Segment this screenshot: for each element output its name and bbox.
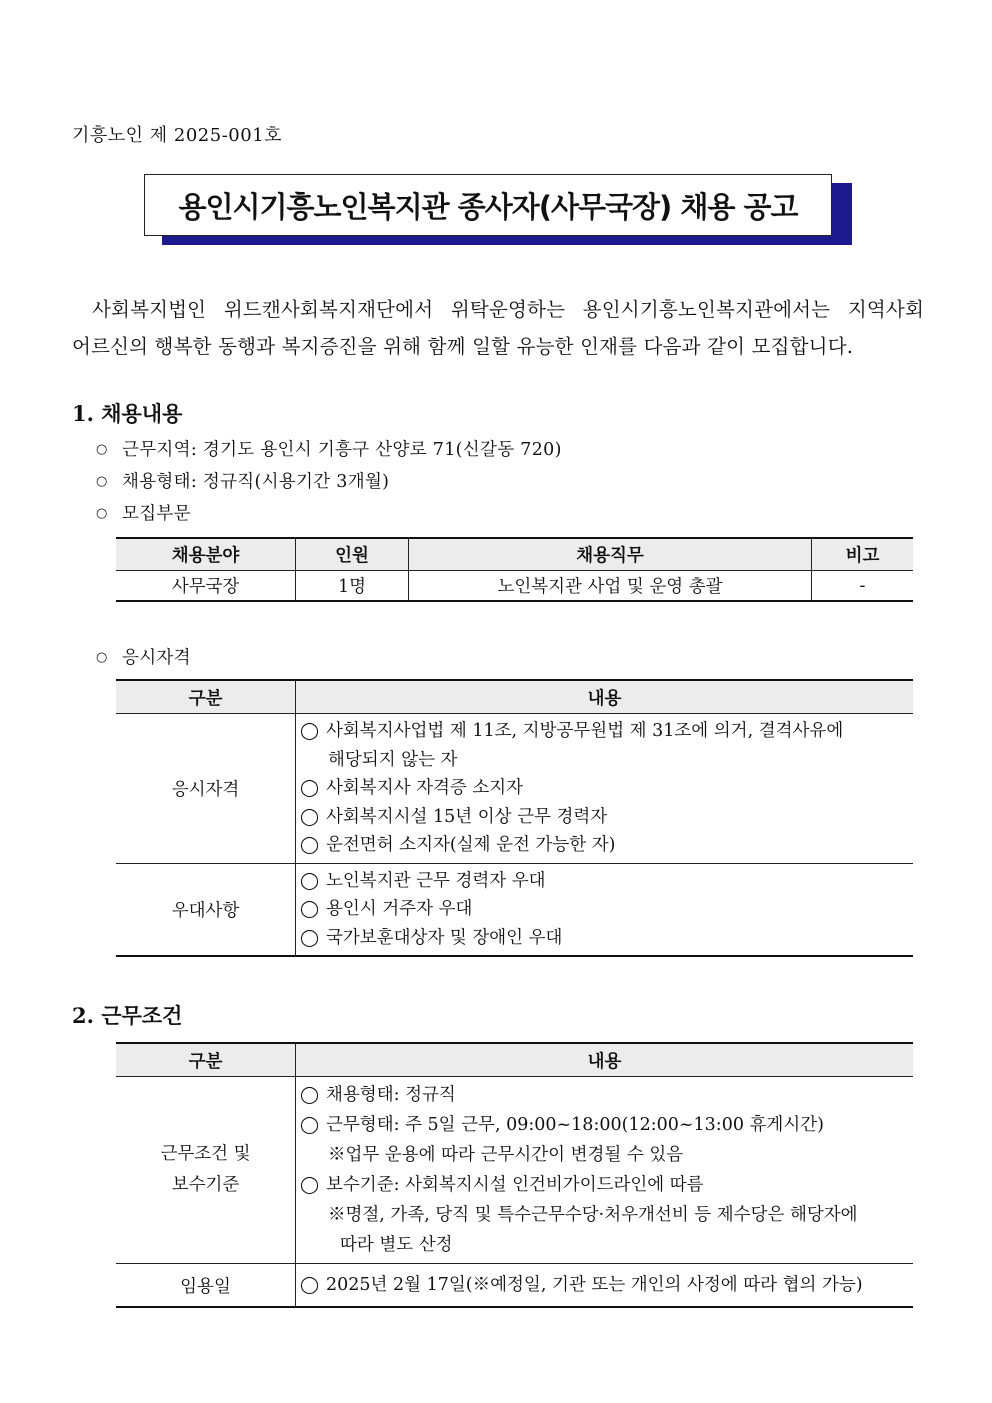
bullet-text: 근무지역: 경기도 용인시 기흥구 산양로 71(신갈동 720) — [122, 440, 562, 460]
item-text: 2025년 2월 17일(※예정일, 기관 또는 개인의 사정에 따라 협의 가능) — [326, 1274, 863, 1295]
bullet-text: 응시자격 — [122, 648, 191, 668]
header-note: 비고 — [812, 538, 914, 571]
list-item — [300, 717, 913, 746]
circle-bullet-icon: ◯ — [300, 927, 320, 948]
bullet-qualification — [96, 644, 191, 669]
section-1-title: 1. 채용내용 — [72, 401, 183, 426]
circle-bullet-icon: ◯ — [300, 806, 320, 827]
category-line: 보수기준 — [171, 1175, 240, 1195]
table-row — [116, 1264, 913, 1308]
circle-bullet-icon: ◯ — [300, 835, 320, 855]
table-row — [116, 1077, 913, 1264]
header-category: 구분 — [116, 680, 296, 714]
item-text: 운전면허 소지자(실제 운전 가능한 자) — [326, 835, 616, 855]
list-item — [300, 924, 913, 953]
item-text: 근무형태: 주 5일 근무, 09:00~18:00(12:00~13:00 휴게시간) — [326, 1115, 824, 1135]
cell-content — [296, 863, 914, 956]
bullet-recruit-division — [96, 500, 191, 525]
list-item-continuation: 따라 별도 산정 — [340, 1235, 453, 1255]
item-text: 채용형태: 정규직 — [326, 1085, 456, 1105]
list-item-note: ※명절, 가족, 당직 및 특수근무수당·처우개선비 등 제수당은 해당자에 — [328, 1205, 858, 1225]
circle-bullet-icon: ◯ — [300, 899, 320, 919]
recruit-table — [116, 537, 913, 602]
table-header-row — [116, 538, 913, 571]
table-header-row — [116, 680, 913, 714]
list-item — [300, 1080, 913, 1110]
bullet-mark: ○ — [96, 650, 108, 665]
category-line: 근무조건 및 — [160, 1144, 251, 1164]
cell-content — [296, 714, 914, 864]
page-title: 용인시기흥노인복지관 종사자(사무국장) 채용 공고 — [144, 174, 832, 236]
list-item — [300, 1271, 913, 1300]
item-text: 용인시 거주자 우대 — [326, 899, 473, 919]
cell-category: 우대사항 — [116, 863, 296, 956]
bullet-work-location — [96, 436, 562, 461]
intro-line-2: 어르신의 행복한 동행과 복지증진을 위해 함께 일할 유능한 인재를 다음과 같이 모집합니다. — [72, 335, 854, 358]
cell-note: - — [812, 571, 914, 602]
bullet-text: 채용형태: 정규직(시용기간 3개월) — [122, 472, 390, 492]
item-text: 사회복지시설 15년 이상 근무 경력자 — [326, 806, 608, 827]
header-content: 내용 — [296, 1043, 914, 1077]
bullet-mark: ○ — [96, 474, 108, 489]
item-text: 사회복지사 자격증 소지자 — [326, 778, 524, 798]
cell-category: 응시자격 — [116, 714, 296, 864]
bullet-mark: ○ — [96, 506, 108, 521]
list-item — [300, 1110, 913, 1140]
bullet-mark: ○ — [96, 442, 108, 457]
list-item — [300, 803, 913, 832]
table-row — [116, 714, 913, 864]
table-row — [116, 571, 913, 602]
header-field: 채용분야 — [116, 538, 296, 571]
list-item — [300, 831, 913, 860]
header-duty: 채용직무 — [409, 538, 812, 571]
circle-bullet-icon: ◯ — [300, 870, 320, 891]
cell-category: 임용일 — [116, 1264, 296, 1308]
intro-paragraph — [72, 291, 924, 365]
qualification-table — [116, 679, 913, 957]
list-item — [300, 774, 913, 803]
item-text: 보수기준: 사회복지시설 인건비가이드라인에 따름 — [326, 1175, 704, 1195]
header-category: 구분 — [116, 1043, 296, 1077]
work-conditions-table — [116, 1042, 913, 1308]
header-count: 인원 — [296, 538, 409, 571]
item-text: 사회복지사업법 제 11조, 지방공무원법 제 31조에 의거, 결격사유에 — [326, 721, 844, 741]
table-header-row — [116, 1043, 913, 1077]
cell-count: 1명 — [296, 571, 409, 602]
circle-bullet-icon: ◯ — [300, 1085, 320, 1105]
circle-bullet-icon: ◯ — [300, 721, 320, 741]
table-row — [116, 863, 913, 956]
circle-bullet-icon: ◯ — [300, 1115, 320, 1135]
bullet-text: 모집부문 — [122, 504, 191, 524]
list-item — [300, 1170, 913, 1200]
cell-category — [116, 1077, 296, 1264]
header-content: 내용 — [296, 680, 914, 714]
cell-field: 사무국장 — [116, 571, 296, 602]
circle-bullet-icon: ◯ — [300, 1274, 320, 1295]
list-item — [300, 895, 913, 924]
list-item — [300, 867, 913, 896]
circle-bullet-icon: ◯ — [300, 778, 320, 798]
section-2-title: 2. 근무조건 — [72, 1003, 183, 1028]
list-item-note: ※업무 운용에 따라 근무시간이 변경될 수 있음 — [328, 1145, 684, 1165]
item-text: 국가보훈대상자 및 장애인 우대 — [326, 927, 563, 948]
bullet-employment-type — [96, 468, 389, 493]
item-text: 노인복지관 근무 경력자 우대 — [326, 870, 546, 891]
circle-bullet-icon: ◯ — [300, 1175, 320, 1195]
cell-content — [296, 1077, 914, 1264]
document-number: 기흥노인 제 2025-001호 — [72, 125, 283, 146]
cell-duty: 노인복지관 사업 및 운영 총괄 — [409, 571, 812, 602]
intro-line-1: 사회복지법인 위드캔사회복지재단에서 위탁운영하는 용인시기흥노인복지관에서는 지역사회 — [92, 298, 924, 321]
list-item-continuation: 해당되지 않는 자 — [328, 749, 458, 770]
cell-content — [296, 1264, 914, 1308]
title-banner — [144, 174, 832, 236]
